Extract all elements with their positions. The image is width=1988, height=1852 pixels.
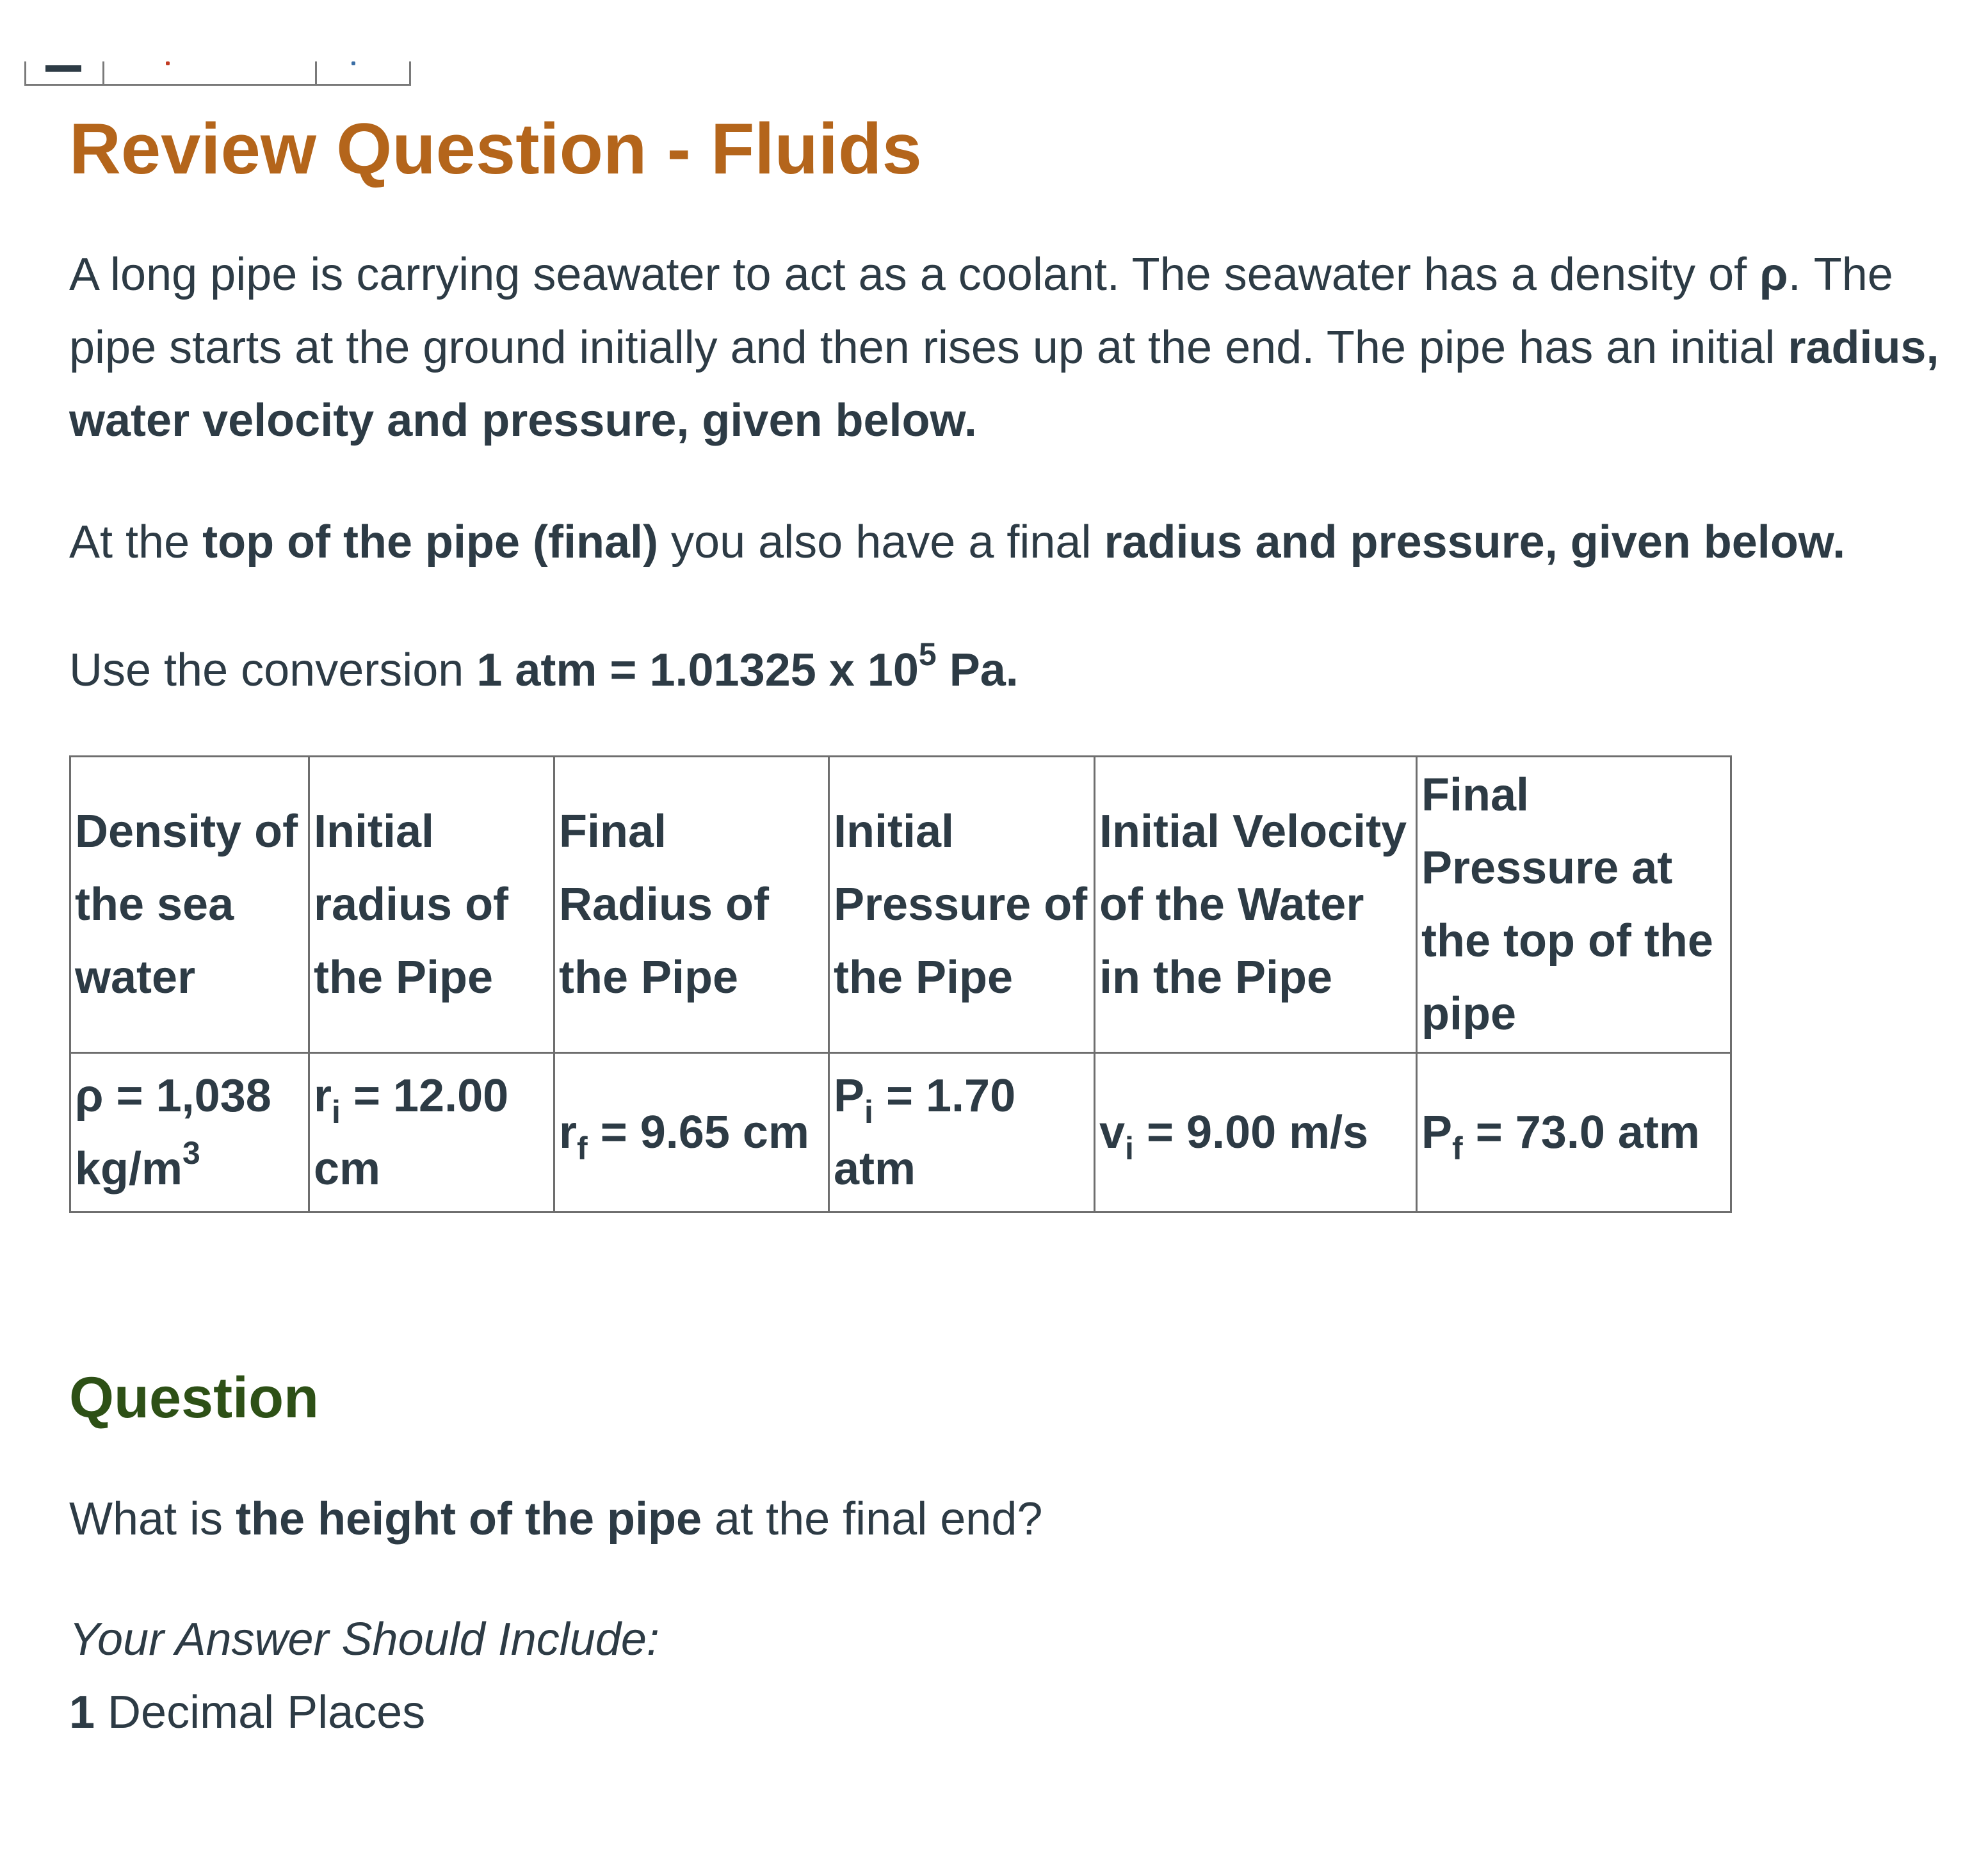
initial-pressure-symbol: P xyxy=(834,1070,865,1122)
density-unit-exponent: 3 xyxy=(182,1135,200,1171)
toolbar-segment xyxy=(104,61,317,84)
conversion-formula xyxy=(476,636,1019,696)
density-symbol: ρ xyxy=(1759,249,1788,300)
table-header: Initial Velocity of the Water in the Pipe xyxy=(1095,757,1417,1053)
conversion-exponent: 5 xyxy=(918,636,937,672)
question-emphasis: the height of the pipe xyxy=(236,1494,702,1545)
final-radius-symbol: r xyxy=(559,1107,578,1158)
answer-requirement-item xyxy=(69,1676,1952,1749)
initial-velocity-symbol: v xyxy=(1099,1107,1126,1158)
final-radius-subscript: f xyxy=(577,1131,588,1166)
table-header: Initial radius of the Pipe xyxy=(309,757,554,1053)
conversion-base: 1 atm = 1.01325 x 10 xyxy=(476,645,919,696)
final-info-text: At the xyxy=(69,517,203,568)
initial-pressure-value: = 1.70 atm xyxy=(834,1070,1016,1195)
marker-icon xyxy=(352,61,355,65)
page-title: Review Question - Fluids xyxy=(69,109,922,189)
table-header: Initial Pressure of the Pipe xyxy=(829,757,1095,1053)
initial-velocity-subscript: i xyxy=(1125,1131,1134,1166)
final-info-paragraph xyxy=(69,506,1952,579)
intro-text: . The pipe starts at the ground initially and then rises up at the end. The pipe has an initial xyxy=(69,249,1893,373)
question-part: What is xyxy=(69,1494,236,1545)
initial-pressure-subscript: i xyxy=(864,1094,873,1130)
conversion-paragraph xyxy=(69,634,1952,707)
table-header: Final Radius of the Pipe xyxy=(554,757,829,1053)
given-values-table xyxy=(69,755,1732,1213)
initial-radius-value: = 12.00 cm xyxy=(314,1070,509,1195)
initial-radius-symbol: r xyxy=(314,1070,332,1122)
conversion-unit: Pa. xyxy=(936,645,1019,696)
final-pressure-value: = 73.0 atm xyxy=(1462,1107,1700,1158)
final-pressure-symbol: P xyxy=(1421,1107,1453,1158)
minus-icon xyxy=(45,65,81,72)
intro-emphasis: radius, water velocity and pressure, given below. xyxy=(69,322,1939,446)
density-value: ρ = 1,038 kg/m xyxy=(75,1070,271,1195)
question-text xyxy=(69,1483,1952,1556)
toolbar-segment xyxy=(26,61,104,84)
conversion-text: Use the conversion xyxy=(69,645,477,696)
answer-requirements-label: Your Answer Should Include: xyxy=(69,1614,659,1665)
final-radius-value: = 9.65 cm xyxy=(587,1107,809,1158)
table-header-row xyxy=(70,757,1731,1053)
final-info-text: you also have a final xyxy=(658,517,1104,568)
initial-radius-cell xyxy=(309,1053,554,1212)
final-pressure-subscript: f xyxy=(1452,1131,1463,1166)
intro-paragraph xyxy=(69,238,1952,457)
toolbar-segment xyxy=(317,61,409,84)
final-info-emphasis: radius and pressure, given below. xyxy=(1104,517,1846,568)
initial-velocity-value: = 9.00 m/s xyxy=(1133,1107,1369,1158)
marker-icon xyxy=(166,61,170,65)
question-heading: Question xyxy=(69,1366,319,1430)
final-info-emphasis: top of the pipe (final) xyxy=(202,517,659,568)
final-radius-cell xyxy=(554,1053,829,1212)
final-pressure-cell xyxy=(1417,1053,1731,1212)
initial-velocity-cell xyxy=(1095,1053,1417,1212)
table-header: Density of the sea water xyxy=(70,757,309,1053)
decimal-places-label: Decimal Places xyxy=(95,1687,426,1738)
question-part: at the final end? xyxy=(702,1494,1043,1545)
initial-radius-subscript: i xyxy=(332,1094,341,1130)
intro-text: A long pipe is carrying seawater to act as a coolant. The seawater has a density of xyxy=(69,249,1760,300)
density-cell xyxy=(70,1053,309,1212)
table-header: Final Pressure at the top of the pipe xyxy=(1417,757,1731,1053)
initial-pressure-cell xyxy=(829,1053,1095,1212)
editor-toolbar-fragment xyxy=(24,61,411,86)
table-row xyxy=(70,1053,1731,1212)
decimal-places-count: 1 xyxy=(69,1687,95,1738)
